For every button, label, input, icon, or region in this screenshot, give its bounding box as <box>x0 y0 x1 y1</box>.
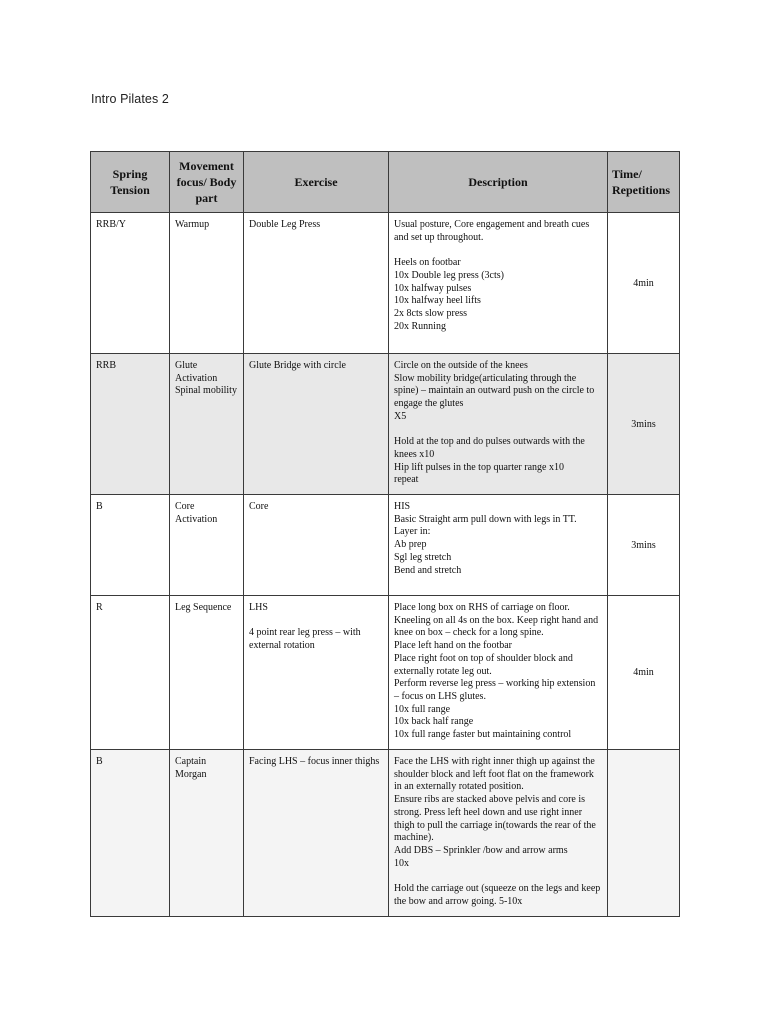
table-row <box>91 213 680 354</box>
blank-line <box>394 870 602 883</box>
movement-line: Spinal mobility <box>175 385 237 397</box>
description-line: Place left hand on the footbar <box>394 640 513 652</box>
cell-movement-focus <box>170 596 244 750</box>
blank-line <box>249 615 383 628</box>
cell-movement-focus <box>170 495 244 596</box>
description-line: Layer in: <box>394 526 431 538</box>
movement-line: Captain <box>175 756 207 767</box>
movement-line: Warmup <box>175 219 210 230</box>
cell-spring-tension: RRB <box>91 354 170 495</box>
table-row <box>91 495 680 596</box>
cell-exercise <box>244 596 389 750</box>
description-line: 10x halfway pulses <box>394 282 472 294</box>
description-line: HIS <box>394 501 411 512</box>
document-title: Intro Pilates 2 <box>91 92 169 106</box>
table-body <box>91 213 680 917</box>
description-line: Hip lift pulses in the top quarter range x10 <box>394 461 564 473</box>
movement-line: Core <box>175 501 195 512</box>
movement-line: Morgan <box>175 768 207 780</box>
description-line: 10x <box>394 857 409 869</box>
movement-line: Leg Sequence <box>175 602 232 613</box>
description-line: Perform reverse leg press – working hip extension – focus on LHS glutes. <box>394 678 596 702</box>
cell-spring-tension: RRB/Y <box>91 213 170 354</box>
description-line: Ensure ribs are stacked above pelvis and core is strong. Press left heel down and use right inner thigh to pull the carriage in(towards the rear of the machine). <box>394 794 596 844</box>
cell-time-repetitions: 3mins <box>608 495 680 596</box>
description-line: Sgl leg stretch <box>394 551 452 563</box>
description-line: Heels on footbar <box>394 257 461 269</box>
table-row <box>91 596 680 750</box>
description-line: 10x full range faster but maintaining control <box>394 729 572 741</box>
blank-line <box>394 424 602 437</box>
cell-time-repetitions: 3mins <box>608 354 680 495</box>
exercise-line: 4 point rear leg press – with external rotation <box>249 627 361 652</box>
cell-description <box>389 213 608 354</box>
cell-description <box>389 354 608 495</box>
exercise-line: LHS <box>249 602 268 613</box>
exercise-line: Facing LHS – focus inner thighs <box>249 756 380 767</box>
description-line: repeat <box>394 474 419 486</box>
description-line: Basic Straight arm pull down with legs in TT. <box>394 513 577 525</box>
description-line: Add DBS – Sprinkler /bow and arrow arms <box>394 844 568 856</box>
description-line: Place long box on RHS of carriage on floor. <box>394 602 570 613</box>
cell-spring-tension: B <box>91 750 170 917</box>
cell-time-repetitions: 4min <box>608 596 680 750</box>
movement-line: Activation <box>175 372 218 384</box>
description-line: X5 <box>394 410 407 422</box>
exercise-table <box>90 151 680 917</box>
cell-exercise <box>244 495 389 596</box>
cell-exercise <box>244 750 389 917</box>
cell-exercise <box>244 213 389 354</box>
cell-spring-tension: B <box>91 495 170 596</box>
header-description: Description <box>389 152 608 213</box>
exercise-line: Double Leg Press <box>249 219 321 230</box>
cell-exercise <box>244 354 389 495</box>
cell-movement-focus <box>170 354 244 495</box>
header-spring-tension: Spring Tension <box>91 152 170 213</box>
blank-line <box>394 244 602 257</box>
movement-line: Glute <box>175 360 198 371</box>
cell-time-repetitions: 4min <box>608 213 680 354</box>
description-line: Circle on the outside of the knees <box>394 360 528 371</box>
description-line: 20x Running <box>394 320 446 332</box>
description-line: 10x Double leg press (3cts) <box>394 269 504 281</box>
description-line: Kneeling on all 4s on the box. Keep right hand and knee on box – check for a long spine. <box>394 614 599 639</box>
description-line: Hold at the top and do pulses outwards with the knees x10 <box>394 436 585 460</box>
exercise-line: Glute Bridge with circle <box>249 360 346 371</box>
description-line: 10x full range <box>394 703 451 715</box>
header-exercise: Exercise <box>244 152 389 213</box>
cell-movement-focus <box>170 213 244 354</box>
description-line: Usual posture, Core engagement and breath cues and set up throughout. <box>394 219 590 243</box>
cell-description <box>389 750 608 917</box>
cell-movement-focus <box>170 750 244 917</box>
description-line: Bend and stretch <box>394 564 462 576</box>
description-line: Hold the carriage out (squeeze on the legs and keep the bow and arrow going. 5-10x <box>394 883 601 907</box>
cell-spring-tension: R <box>91 596 170 750</box>
table-header-row <box>91 152 680 213</box>
cell-description <box>389 596 608 750</box>
description-line: Slow mobility bridge(articulating through the spine) – maintain an outward push on the circle to engage the glutes <box>394 372 595 410</box>
table-row <box>91 354 680 495</box>
cell-time-repetitions <box>608 750 680 917</box>
table-row <box>91 750 680 917</box>
description-line: Ab prep <box>394 539 427 551</box>
description-line: Place right foot on top of shoulder block and externally rotate leg out. <box>394 652 573 677</box>
description-line: 10x halfway heel lifts <box>394 295 481 307</box>
header-time-repetitions: Time/ Repetitions <box>608 152 680 213</box>
description-line: Face the LHS with right inner thigh up against the shoulder block and left foot flat on the framework in an externally rotated position. <box>394 756 595 793</box>
description-line: 10x back half range <box>394 716 474 728</box>
cell-description <box>389 495 608 596</box>
movement-line: Activation <box>175 513 218 525</box>
exercise-line: Core <box>249 501 269 512</box>
description-line: 2x 8cts slow press <box>394 307 468 319</box>
header-movement-focus: Movement focus/ Body part <box>170 152 244 213</box>
